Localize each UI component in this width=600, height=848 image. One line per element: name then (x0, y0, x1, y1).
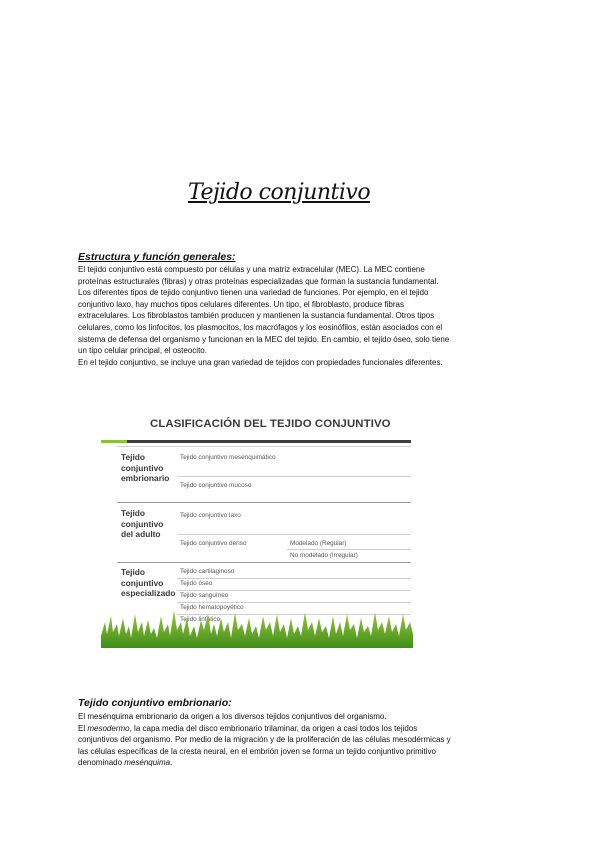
figure-title-accent (101, 440, 127, 443)
type-cell: Tejido óseo (180, 580, 213, 587)
row-divider (177, 476, 411, 477)
row-divider (177, 534, 411, 535)
section-heading-structure: Estructura y función generales: (78, 251, 236, 263)
page-title: Tejido conjuntivo (188, 180, 371, 205)
section-heading-embrionario: Tejido conjuntivo embrionario: (78, 697, 232, 709)
category-especializado: Tejido conjuntivo especializado (121, 567, 176, 598)
category-embrionario: Tejido conjuntivo embrionario (121, 452, 170, 483)
type-cell: Tejido conjuntivo mucoso (180, 482, 252, 489)
section-body-structure (78, 264, 458, 368)
type-cell: Tejido hematopoyético (180, 604, 244, 611)
subtype-cell: No modelado (Irregular) (290, 552, 358, 559)
paragraph: El mesodermo, la capa media del disco embrionario trilaminar, da origen a casi todos los tejidos conjuntivos del organismo. Por medio de la migración y de la proliferación de las células mesodérmicas y las células específicas de la cresta neural, en el embrión joven se forma un tejido conjuntivo primitivo denominado mesénquima. (78, 723, 451, 768)
grass-decoration (101, 600, 413, 648)
row-divider (117, 446, 411, 447)
type-cell: Tejido linfático (180, 616, 221, 623)
type-cell: Tejido sanguíneo (180, 592, 229, 599)
paragraph: Los diferentes tipos de tejido conjuntivo tienen una variedad de funciones. Por ejemplo, en el tejido conjuntivo laxo, hay muchos tipos celulares diferentes. Un tipo, el fibroblasto, produce fibras extracelulares. Los fibroblastos también producen y mantienen la sustancia fundamental. Otros tipos celulares, como los linfocitos, los plasmocitos, los macrófagos y los eosinófilos, están asociados con el sistema de defensa del organismo y funcionan en la MEC del tejido. En cambio, el tejido óseo, solo tiene un tipo celular principal, el osteocito. (78, 288, 450, 356)
type-cell: Tejido cartilaginoso (180, 568, 235, 575)
category-adulto: Tejido conjuntivo del adulto (121, 508, 164, 539)
paragraph: El mesénquima embrionario da origen a los diversos tejidos conjuntivos del organismo. (78, 712, 387, 721)
term-mesenquima: mesénquima (124, 758, 171, 768)
row-divider (287, 549, 411, 550)
type-cell: Tejido conjuntivo laxo (180, 512, 241, 519)
type-cell: Tejido conjuntivo denso (180, 540, 247, 547)
paragraph: El tejido conjuntivo está compuesto por células y una matriz extracelular (MEC). La MEC contiene proteínas estructurales (fibras) y otras proteínas especializadas que forman la sustancia fundamental. (78, 265, 439, 286)
term-mesodermo: mesodermo (87, 723, 130, 733)
figure-title: CLASIFICACIÓN DEL TEJIDO CONJUNTIVO (150, 418, 391, 430)
subtype-cell: Modelado (Regular) (290, 540, 347, 547)
paragraph: En el tejido conjuntivo, se incluye una gran variedad de tejidos con propiedades funcionales diferentes. (78, 357, 443, 367)
section-body-embrionario (78, 711, 458, 769)
row-divider (177, 578, 411, 579)
classification-figure (101, 412, 413, 648)
type-cell: Tejido conjuntivo mesenquimático (180, 454, 276, 461)
category-divider (117, 562, 411, 563)
category-divider (117, 502, 411, 503)
row-divider (177, 590, 411, 591)
figure-title-rule (101, 440, 411, 443)
